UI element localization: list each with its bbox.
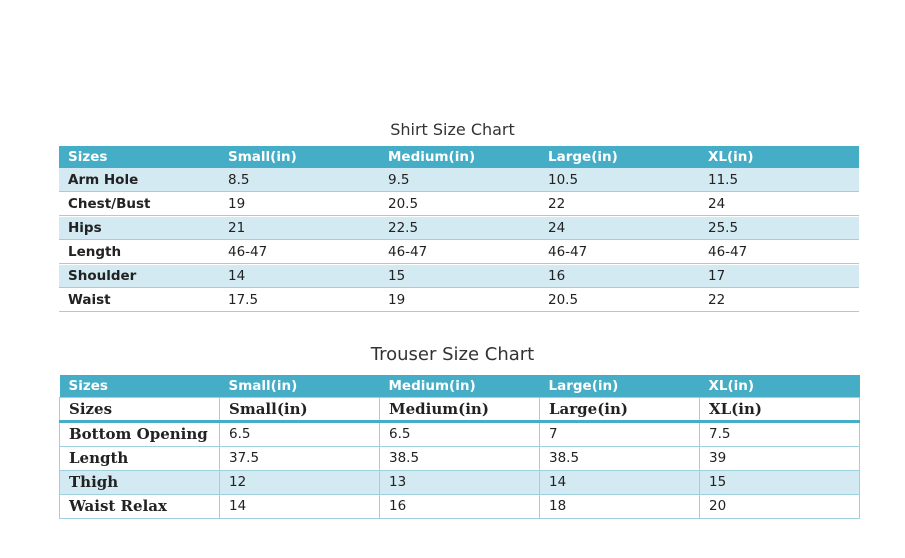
table-cell: 13	[380, 470, 540, 494]
table-row	[59, 240, 859, 264]
row-label: Shoulder	[68, 268, 137, 284]
table-cell: 15	[388, 268, 406, 284]
row-label: Arm Hole	[68, 171, 139, 188]
table-cell: 20.5	[548, 292, 579, 308]
table-cell: 11.5	[708, 171, 739, 188]
trouser-header-small: Small(in)	[228, 377, 298, 394]
table-cell: 38.5	[540, 446, 700, 470]
trouser-header-medium: Medium(in)	[388, 377, 476, 394]
table-cell: 17.5	[228, 292, 259, 308]
table-cell: 14	[220, 494, 380, 518]
row-label: Waist	[68, 292, 111, 308]
table-row	[60, 421, 860, 446]
table-cell: 14	[228, 268, 246, 284]
table-row	[60, 446, 860, 470]
trouser-size-table	[59, 375, 860, 519]
shirt-size-table	[59, 146, 859, 313]
trouser-chart-title: Trouser Size Chart	[370, 344, 535, 365]
table-cell: 20	[700, 494, 860, 518]
table-row	[59, 288, 859, 312]
table-cell: 39	[700, 446, 860, 470]
trouser-subheader-sizes: Sizes	[60, 397, 220, 421]
row-label: Bottom Opening	[60, 421, 220, 446]
row-label: Chest/Bust	[68, 196, 151, 212]
shirt-header-row	[59, 146, 859, 168]
row-label: Length	[60, 446, 220, 470]
table-cell: 8.5	[228, 171, 250, 188]
table-cell: 20.5	[388, 196, 419, 212]
shirt-header-sizes: Sizes	[68, 149, 108, 165]
table-cell: 37.5	[220, 446, 380, 470]
table-cell: 15	[700, 470, 860, 494]
table-cell: 17	[708, 268, 726, 284]
table-cell: 12	[220, 470, 380, 494]
shirt-chart-title: Shirt Size Chart	[390, 120, 515, 139]
row-label: Length	[68, 244, 122, 260]
table-cell: 22	[708, 292, 726, 308]
table-cell: 22	[548, 196, 566, 212]
table-row	[59, 264, 859, 288]
table-row	[60, 470, 860, 494]
table-cell: 22.5	[388, 220, 419, 236]
table-cell: 6.5	[220, 421, 380, 446]
trouser-subheader-small: Small(in)	[220, 397, 380, 421]
shirt-header-large: Large(in)	[548, 149, 618, 165]
trouser-header-row	[60, 375, 860, 397]
table-cell: 16	[380, 494, 540, 518]
table-cell: 24	[708, 196, 726, 212]
table-cell: 21	[228, 220, 246, 236]
shirt-header-xl: XL(in)	[708, 149, 754, 165]
table-cell: 16	[548, 268, 566, 284]
table-cell: 14	[540, 470, 700, 494]
table-cell: 24	[548, 220, 566, 236]
table-cell: 25.5	[708, 220, 739, 236]
trouser-subheader-xl: XL(in)	[700, 397, 860, 421]
row-label: Thigh	[60, 470, 220, 494]
table-cell: 46-47	[228, 244, 268, 260]
row-label: Waist Relax	[60, 494, 220, 518]
trouser-subheader-medium: Medium(in)	[380, 397, 540, 421]
shirt-header-small: Small(in)	[228, 149, 297, 165]
table-cell: 19	[388, 292, 406, 308]
trouser-header-large: Large(in)	[548, 377, 619, 394]
table-row	[59, 192, 859, 216]
table-cell: 46-47	[548, 244, 588, 260]
table-cell: 7	[540, 421, 700, 446]
table-cell: 38.5	[380, 446, 540, 470]
table-cell: 18	[540, 494, 700, 518]
trouser-subheader-large: Large(in)	[540, 397, 700, 421]
table-row	[59, 168, 859, 192]
trouser-subheader-row	[60, 397, 860, 421]
table-row	[59, 216, 859, 240]
table-cell: 10.5	[548, 171, 579, 188]
table-cell: 19	[228, 196, 246, 212]
shirt-header-medium: Medium(in)	[388, 149, 476, 165]
table-row	[60, 494, 860, 518]
table-cell: 7.5	[700, 421, 860, 446]
row-label: Hips	[68, 220, 102, 236]
table-cell: 6.5	[380, 421, 540, 446]
table-cell: 9.5	[388, 171, 410, 188]
table-cell: 46-47	[708, 244, 748, 260]
trouser-header-xl: XL(in)	[708, 377, 755, 394]
trouser-header-sizes: Sizes	[68, 377, 108, 394]
table-cell: 46-47	[388, 244, 428, 260]
